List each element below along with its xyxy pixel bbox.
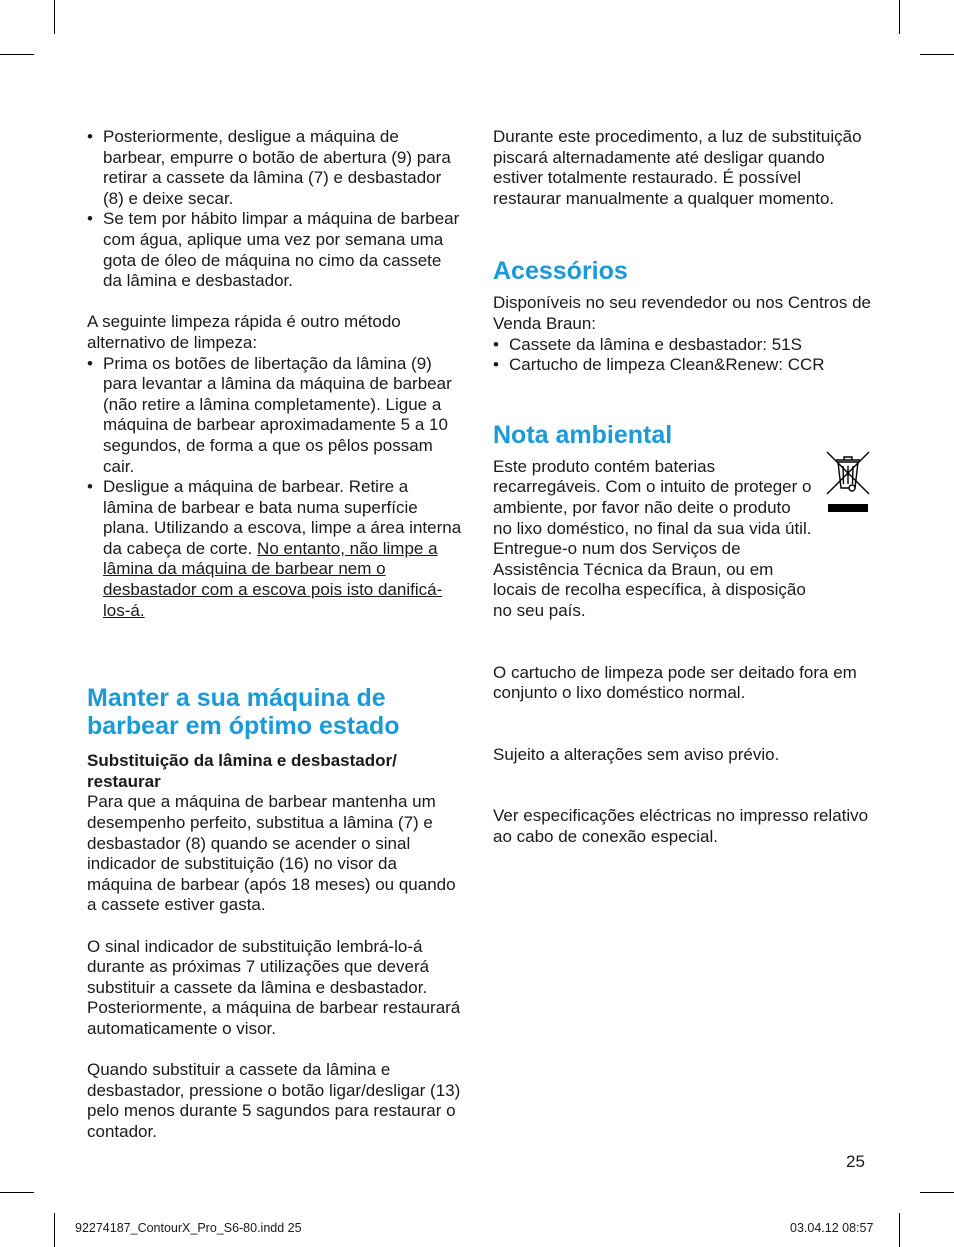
bullet-text: Desligue a máquina de barbear. Retire a lâmina de barbear e bata numa superfície plana. Utilizando a escova, limpe a área interna da cabeça de corte. [103,477,462,558]
list-item [87,477,463,621]
crop-mark [920,1192,954,1193]
list-item: • Cartucho de limpeza Clean&Renew: CCR [493,355,871,376]
quick-clean-bullets [87,354,463,622]
crop-mark [0,54,34,55]
list-item: • Cassete da lâmina e desbastador: 51S [493,335,871,356]
spec-note: Ver especificações eléctricas no impresso relativo ao cabo de conexão especial. [493,806,869,846]
crop-mark [899,0,900,34]
paragraph: O sinal indicador de substituição lembrá-lo-á durante as próximas 7 utilizações que deverá substituir a cassete da lâmina e desbastador. Posteriormente, a máquina de barbear restaurará automaticamente o visor. [87,936,461,1038]
list-item: • Prima os botões de libertação da lâmina (9) para levantar a lâmina da máquina de barbear (não retire a lâmina completamente). Ligue a máquina de barbear aproximadamente 5 a 10 segundos, de forma a que os pêlos possam cair. [87,354,463,478]
crop-mark [54,1213,55,1247]
cartridge-note: O cartucho de limpeza pode ser deitado fora em conjunto o lixo doméstico normal. [493,662,857,703]
accessories-title: Acessórios [493,257,628,286]
page-number: 25 [846,1152,865,1171]
accessories-list [493,335,871,376]
environment-text: Este produto contém baterias recarregáveis. Com o intuito de proteger o ambiente, por favor não deite o produto no lixo doméstico, no final da sua vida útil. Entregue-o num dos Serviços de Assistência Técnica da Braun, ou em locais de recolha específica, à disposição no seu país. [493,456,812,620]
quick-clean-intro: A seguinte limpeza rápida é outro método alternativo de limpeza: [87,312,401,352]
crop-mark [899,1213,900,1247]
environment-title: Nota ambiental [493,420,673,449]
subject-note: Sujeito a alterações sem aviso prévio. [493,744,780,764]
paragraph: Durante este procedimento, a luz de substituição piscará alternadamente até desligar quando estiver totalmente restaurado. É possível restaurar manualmente a qualquer momento. [493,127,862,208]
date-slug: 03.04.12 08:57 [790,1221,874,1235]
section-title: Manter a sua máquina de barbear em óptimo estado [87,684,400,741]
crossed-out-wheelie-bin-icon [825,450,871,514]
environment-block [493,457,871,622]
left-column [87,127,463,1143]
cleaning-bullets [87,127,463,292]
accessories-intro: Disponíveis no seu revendedor ou nos Centros de Venda Braun: [493,293,872,333]
crop-mark [920,54,954,55]
list-item: • Se tem por hábito limpar a máquina de barbear com água, aplique uma vez por semana uma gota de óleo de máquina no cimo da cassete da lâmina e desbastador. [87,209,463,291]
crop-mark [0,1192,34,1193]
list-item: • Posteriormente, desligue a máquina de barbear, empurre o botão de abertura (9) para retirar a cassete da lâmina (7) e desbastador (8) e deixe secar. [87,127,463,209]
paragraph: Quando substituir a cassete da lâmina e desbastador, pressione o botão ligar/desligar (13) pelo menos durante 5 sagundos para restaurar o contador. [87,1060,461,1141]
subheading: Substituição da lâmina e desbastador/ restaurar [87,751,397,791]
file-slug: 92274187_ContourX_Pro_S6-80.indd 25 [75,1221,302,1235]
warning-text: No entanto, não limpe a lâmina da máquina de barbear nem o desbastador com a escova pois isto danificá-los-á. [103,538,443,620]
paragraph: Para que a máquina de barbear mantenha um desempenho perfeito, substitua a lâmina (7) e desbastador (8) quando se acender o sinal indicador de substituição (16) no visor da máquina de barbear (após 18 meses) ou quando a cassete estiver gasta. [87,792,456,915]
crop-mark [54,0,55,34]
right-column [493,127,871,847]
